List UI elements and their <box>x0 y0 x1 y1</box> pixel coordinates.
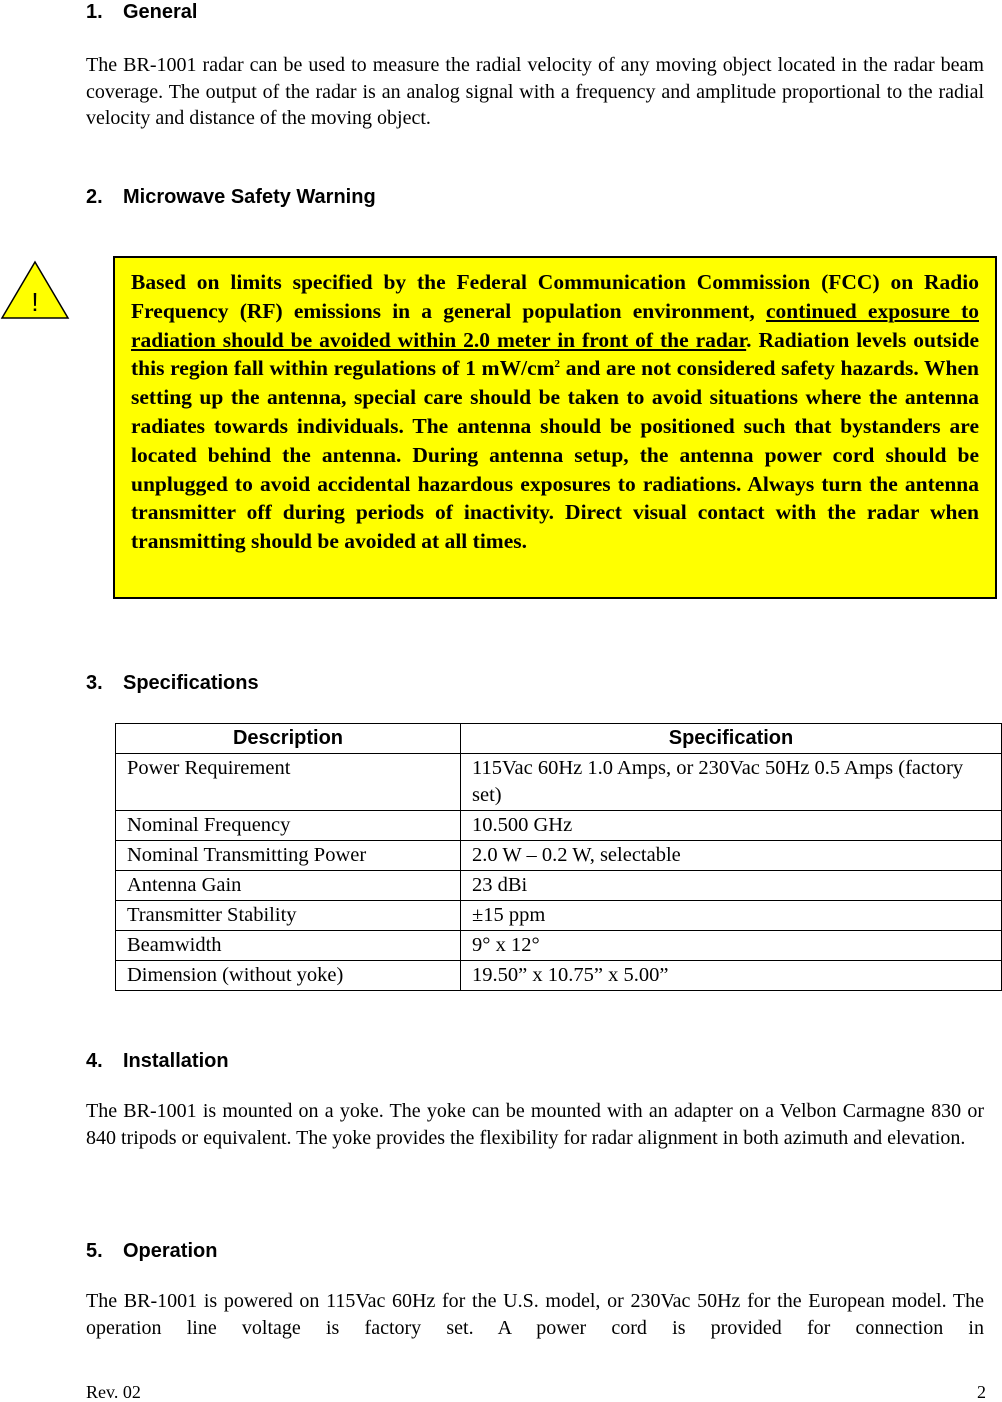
general-paragraph: The BR-1001 radar can be used to measure the radial velocity of any moving object located in the radar beam coverage. The output of the radar is an analog signal with a frequency and amplitude proportional to the radial velocity and distance of the moving object. <box>86 54 984 129</box>
safety-warning-text <box>131 268 979 556</box>
safety-warning-box <box>113 256 997 599</box>
table-header-row <box>116 724 1002 754</box>
spec-value: ±15 ppm <box>461 901 1002 931</box>
spec-description: Dimension (without yoke) <box>116 961 461 991</box>
operation-paragraph: The BR-1001 is powered on 115Vac 60Hz for the U.S. model, or 230Vac 50Hz for the European model. The operation line voltage is factory set. A power cord is provided for connection in <box>86 1290 984 1339</box>
section-heading-general <box>86 0 197 24</box>
table-row <box>116 961 1002 991</box>
spec-value: 115Vac 60Hz 1.0 Amps, or 230Vac 50Hz 0.5 Amps (factory set) <box>461 754 1002 811</box>
table-row <box>116 901 1002 931</box>
section-heading-specifications <box>86 671 259 695</box>
section-heading-safety <box>86 185 376 209</box>
table-row <box>116 841 1002 871</box>
section-title: Operation <box>123 1240 218 1262</box>
specifications-table <box>115 723 1002 991</box>
spec-description: Power Requirement <box>116 754 461 811</box>
column-header-description: Description <box>116 724 461 754</box>
section-heading-installation <box>86 1049 229 1073</box>
section-heading-operation <box>86 1239 217 1263</box>
spec-description: Beamwidth <box>116 931 461 961</box>
spec-description: Transmitter Stability <box>116 901 461 931</box>
section-title: Installation <box>123 1050 229 1072</box>
warning-text-part: Based on limits specified by the Federal Communication Commission (FCC) on Radio Frequency (RF) emissions in a general population environment, <box>131 270 979 323</box>
section-number: 4. <box>86 1050 103 1072</box>
table-row <box>116 871 1002 901</box>
column-header-specification: Specification <box>461 724 1002 754</box>
section-number: 2. <box>86 186 103 208</box>
spec-value: 9° x 12° <box>461 931 1002 961</box>
section-title: General <box>123 1 198 23</box>
footer-page-number: 2 <box>977 1382 986 1402</box>
spec-value: 10.500 GHz <box>461 811 1002 841</box>
footer-revision: Rev. 02 <box>86 1382 141 1402</box>
section-number: 1. <box>86 1 103 23</box>
spec-description: Antenna Gain <box>116 871 461 901</box>
spec-description: Nominal Frequency <box>116 811 461 841</box>
warning-text-part: and are not considered safety hazards. When setting up the antenna, special care should be taken to avoid situations where the antenna radiates towards individuals. The antenna should be positioned such that bystanders are located behind the antenna. During antenna setup, the antenna power cord should be unplugged to avoid accidental hazardous exposures to radiations. Always turn the antenna transmitter off during periods of inactivity. Direct visual contact with the radar when transmitting should be avoided at all times. <box>131 356 979 554</box>
table-row <box>116 931 1002 961</box>
warning-text-part: . Radiation levels outside this region fall within regulations of 1 mW/cm <box>131 327 979 381</box>
spec-value: 23 dBi <box>461 871 1002 901</box>
spec-description: Nominal Transmitting Power <box>116 841 461 871</box>
table-row <box>116 754 1002 811</box>
spec-value: 2.0 W – 0.2 W, selectable <box>461 841 1002 871</box>
warning-superscript: 2 <box>554 358 561 371</box>
installation-paragraph: The BR-1001 is mounted on a yoke. The yoke can be mounted with an adapter on a Velbon Carmagne 830 or 840 tripods or equivalent. The yoke provides the flexibility for radar alignment in both azimuth and elevation. <box>86 1100 984 1149</box>
warning-text-underlined: continued exposure to radiation should be avoided within 2.0 meter in front of the radar <box>131 298 979 352</box>
warning-glyph: ! <box>31 287 39 317</box>
section-title: Specifications <box>123 672 259 694</box>
warning-triangle-icon <box>0 260 70 320</box>
section-number: 5. <box>86 1240 103 1262</box>
section-number: 3. <box>86 672 103 694</box>
spec-value: 19.50” x 10.75” x 5.00” <box>461 961 1002 991</box>
table-row <box>116 811 1002 841</box>
section-title: Microwave Safety Warning <box>123 186 376 208</box>
